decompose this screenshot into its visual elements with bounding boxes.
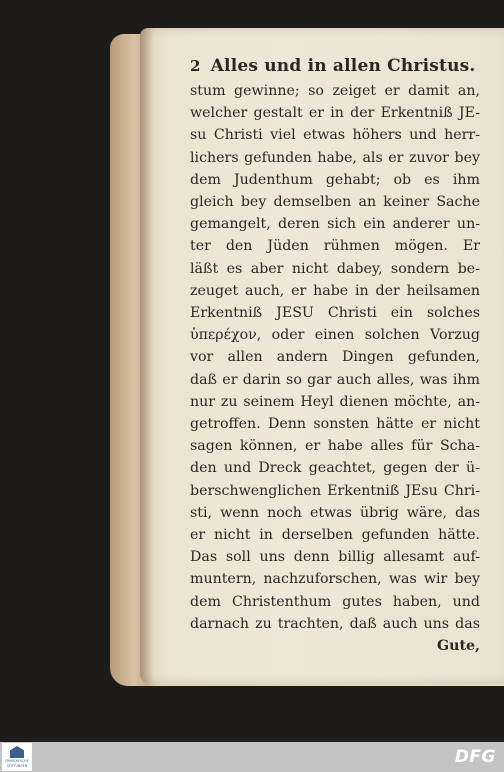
francke-foundations-logo[interactable] xyxy=(2,743,32,771)
text-line: lichers gefunden habe, als er zuvor bey xyxy=(190,149,480,166)
body-text xyxy=(190,80,492,657)
text-line: ὑπερέχον, oder einen solchen Vorzug xyxy=(190,327,480,344)
text-line: Erkentniß JESU Christi ein solches xyxy=(190,305,480,322)
text-line: nur zu seinem Heyl dienen möchte, an- xyxy=(190,393,480,410)
page-gutter-shadow xyxy=(140,28,154,684)
text-line: läßt es aber nicht dabey, sondern be- xyxy=(190,260,480,277)
text-line: Das soll uns denn billig allesamt auf- xyxy=(190,549,480,566)
text-line: darnach zu trachten, daß auch uns das xyxy=(190,615,480,632)
text-line: er nicht in derselben gefunden hätte. xyxy=(190,527,480,544)
text-line: berschwenglichen Erkentniß JEsu Chri- xyxy=(190,482,480,499)
page-text-block xyxy=(190,56,492,657)
text-line: den und Dreck geachtet, gegen der ü- xyxy=(190,460,480,477)
text-line: zeuget auch, er habe in der heilsamen xyxy=(190,282,480,299)
text-line: dem Judenthum gehabt; ob es ihm xyxy=(190,171,480,188)
logo-text-line2: STIFTUNGEN xyxy=(6,764,28,768)
text-line: gleich bey demselben an keiner Sache xyxy=(190,194,480,211)
dfg-logo[interactable]: DFG xyxy=(454,747,496,767)
text-line: dem Christenthum gutes haben, und xyxy=(190,593,480,610)
running-head xyxy=(190,56,492,76)
viewer-footer-bar xyxy=(0,742,504,772)
text-line: su Christi viel etwas höhers und herr- xyxy=(190,127,480,144)
text-line: stum gewinne; so zeiget er damit an, xyxy=(190,83,480,99)
text-line: ter den Jüden rühmen mögen. Er xyxy=(190,238,480,255)
text-line: muntern, nachzuforschen, was wir bey xyxy=(190,571,480,588)
text-line: vor allen andern Dingen gefunden, xyxy=(190,349,480,366)
running-head-title: Alles und in allen Christus. xyxy=(210,56,476,76)
text-line: welcher gestalt er in der Erkentniß JE- xyxy=(190,105,480,122)
text-line: sagen können, er habe alles für Scha- xyxy=(190,438,480,455)
logo-text-line1: FRANCKESCHE xyxy=(5,759,29,763)
building-icon xyxy=(10,746,24,758)
text-line: sti, wenn noch etwas übrig wäre, das xyxy=(190,504,480,521)
text-line: getroffen. Denn sonsten hätte er nicht xyxy=(190,416,480,433)
text-line: daß er darin so gar auch alles, was ihm xyxy=(190,371,480,388)
catchword: Gute, xyxy=(437,638,480,655)
text-line: gemangelt, deren sich ein anderer un- xyxy=(190,216,480,233)
page-number: 2 xyxy=(190,57,201,75)
